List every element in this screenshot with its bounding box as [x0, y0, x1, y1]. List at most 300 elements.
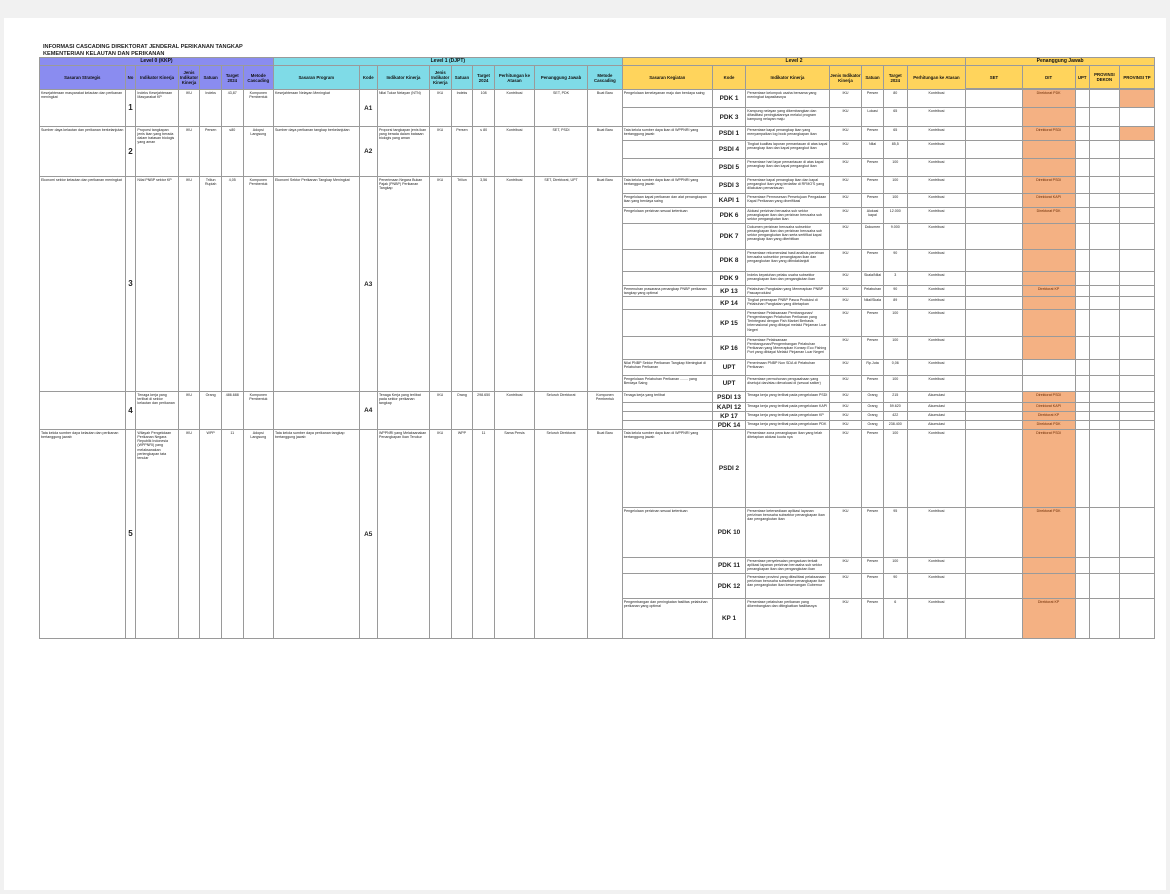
col-header: Satuan: [862, 66, 884, 90]
l2-hitung-cell: Kontribusi: [907, 272, 966, 286]
table-row: [40, 177, 1155, 194]
pj-dekon-cell: [1089, 412, 1119, 421]
l2-jenis-cell: IKU: [829, 574, 862, 599]
pj-upt-cell: [1075, 272, 1089, 286]
pj-set-cell: [966, 177, 1022, 194]
pj-tp-cell: [1120, 286, 1155, 297]
l2-ik-cell: Persentase provinsi yang difasilitasi pelaksanaan perizinan berusaha subsektor penangkapan ikan dan pengangkutan ikan kewenangan Gubernur: [746, 574, 829, 599]
pj-dit-cell: [1022, 250, 1075, 272]
pj-dit-cell: [1022, 403, 1075, 412]
pj-dit-cell: [1022, 558, 1075, 574]
pj-dit-label: Direktorat KP: [1037, 599, 1060, 604]
l0-sat-cell: Orang: [200, 392, 222, 430]
l1-hitung-cell: Kontribusi: [494, 127, 534, 177]
col-header: Sasaran Strategis: [40, 66, 126, 90]
l2-sk-cell: [622, 337, 712, 360]
l2-jenis-cell: IKU: [829, 194, 862, 208]
pj-tp-cell: [1120, 558, 1155, 574]
l2-sk-cell: Pengembangan dan peningkatan fasilitas pelabuhan perikanan yang optimal: [622, 599, 712, 639]
l1-target-cell: 11: [473, 430, 495, 639]
l2-sk-cell: [622, 403, 712, 412]
pj-dekon-cell: [1089, 360, 1119, 376]
l1-metode-cell: Komponen Pembentuk: [588, 392, 623, 430]
l2-ik-cell: Kampung nelayan yang dikembangkan dan difasilitasi peningkatannya melalui program kampung nelayan maju: [746, 108, 829, 127]
pj-dit-cell: [1022, 177, 1075, 194]
l2-hitung-cell: Akumulasi: [907, 403, 966, 412]
l0-ss-cell: Ekonomi sektor kelautan dan perikanan meningkat: [40, 177, 126, 392]
l2-ik-cell: Persentase Pemrosesan Persetujuan Pengadaan Kapal Perikanan yang diverifikasi: [746, 194, 829, 208]
l2-ik-cell: Indeks kepatuhan pelaku usaha subsektor penangkapan ikan dan pengangkutan ikan: [746, 272, 829, 286]
col-header: Sasaran Kegiatan: [622, 66, 712, 90]
l2-target-cell: 215: [883, 392, 907, 403]
l0-ss-cell: Sumber daya kelautan dan perikanan berkelanjutan: [40, 127, 126, 177]
l2-target-cell: 0,06: [883, 360, 907, 376]
pj-dit-cell: [1022, 286, 1075, 297]
l2-target-cell: 100: [883, 376, 907, 392]
pj-set-cell: [966, 224, 1022, 250]
l2-target-cell: 6: [883, 599, 907, 639]
pj-tp-cell: [1120, 141, 1155, 159]
pj-tp-cell: [1120, 297, 1155, 310]
l2-sat-cell: Orang: [862, 392, 884, 403]
l2-sk-cell: [622, 310, 712, 337]
l2-kode-cell: PSDI 5: [712, 159, 746, 177]
pj-dekon-cell: [1089, 194, 1119, 208]
l1-jenis-cell: IKU: [429, 392, 451, 430]
l2-ik-cell: Persentase pelabuhan perikanan yang dikembangkan dan ditingkatkan fasilitasnya: [746, 599, 829, 639]
l2-jenis-cell: IKU: [829, 403, 862, 412]
pj-dit-label: Direktorat PDK: [1036, 90, 1061, 95]
pj-set-cell: [966, 297, 1022, 310]
l0-sat-cell: Persen: [200, 127, 222, 177]
l0-jenis-cell: IKU: [178, 177, 200, 392]
pj-dit-cell: [1022, 376, 1075, 392]
l2-ik-cell: Persentase penyelesaian pengaduan terkait aplikasi layanan perizinan berusaha sub sektor penangkapan ikan dan pengangkutan ikan: [746, 558, 829, 574]
l2-sk-cell: Pengelolaan kenelayanan maju dan berdaya saing: [622, 90, 712, 108]
col-header: Indikator Kinerja: [136, 66, 178, 90]
l2-hitung-cell: Kontribusi: [907, 297, 966, 310]
pj-dekon-cell: [1089, 208, 1119, 224]
l2-jenis-cell: IKU: [829, 599, 862, 639]
l2-sat-cell: Persen: [862, 250, 884, 272]
col-header: SET: [966, 66, 1022, 89]
pj-dekon-cell: [1089, 250, 1119, 272]
l2-kode-cell: PDK 14: [712, 421, 746, 430]
pj-upt-cell: [1075, 337, 1089, 360]
l2-ik-cell: Persentase kapal penangkap ikan yang menyampaikan log book penangkapan ikan: [746, 127, 829, 141]
l0-no-cell: 4: [125, 392, 136, 430]
l2-sat-cell: Persen: [862, 337, 884, 360]
l1-sat-cell: Orang: [451, 392, 473, 430]
l2-target-cell: 90: [883, 250, 907, 272]
pj-set-cell: [966, 508, 1022, 558]
pj-tp-cell: [1120, 224, 1155, 250]
pj-dekon-cell: [1089, 421, 1119, 430]
pj-dit-cell: [1022, 127, 1075, 141]
l1-pj-cell: Seluruh Direktorat: [534, 392, 587, 430]
l2-ik-cell: Alokasi perizinan berusaha sub sektor penangkapan ikan dan perizinan berusaha sub sektor pengangkutan ikan: [746, 208, 829, 224]
pj-dit-cell: [1022, 599, 1075, 639]
l2-jenis-cell: IKU: [829, 108, 862, 127]
l1-sat-cell: Persen: [451, 127, 473, 177]
pj-tp-cell: [1120, 392, 1155, 403]
l2-sk-cell: [622, 250, 712, 272]
pj-dekon-cell: [1089, 337, 1119, 360]
l2-jenis-cell: IKU: [829, 508, 862, 558]
pj-dit-cell: [1022, 392, 1075, 403]
pj-dit-cell: [1022, 430, 1075, 508]
l1-jenis-cell: IKU: [429, 90, 451, 127]
pj-upt-cell: [1075, 297, 1089, 310]
pj-tp-cell: [1120, 250, 1155, 272]
l1-pj-cell: SET, PSDI: [534, 127, 587, 177]
col-header: Satuan: [451, 66, 473, 90]
l2-sat-cell: Persen: [862, 430, 884, 508]
l2-sat-cell: Persen: [862, 376, 884, 392]
pj-tp-cell: [1120, 208, 1155, 224]
pj-set-cell: [966, 286, 1022, 297]
l1-metode-cell: Buat Baru: [588, 127, 623, 177]
pj-dit-cell: [1022, 297, 1075, 310]
l2-target-cell: 85,5: [883, 141, 907, 159]
l2-kode-cell: PSDI 2: [712, 430, 746, 508]
pj-dit-label: Direktorat KAPI: [1036, 403, 1061, 408]
l2-kode-cell: KP 17: [712, 412, 746, 421]
l0-ss-cell: Tata kelola sumber daya kelautan dan perikanan bertanggung jawab: [40, 430, 126, 639]
l2-sat-cell: Persen: [862, 574, 884, 599]
l2-target-cell: 89: [883, 297, 907, 310]
l2-ik-cell: Persentase Pelaksanaan Pembangunan/Pengembangan Pelabuhan Perikanan yang Menerapkan Konsep Eco Fishing Port yang dibiayai Melalui Pinjaman Luar Negeri: [746, 337, 829, 360]
level0-header: Level 0 (KKP): [40, 58, 274, 66]
l2-kode-cell: UPT: [712, 376, 746, 392]
pj-tp-cell: [1120, 360, 1155, 376]
pj-dekon-cell: [1089, 297, 1119, 310]
l2-jenis-cell: IKU: [829, 224, 862, 250]
l2-kode-cell: PDK 3: [712, 108, 746, 127]
l2-kode-cell: PDK 6: [712, 208, 746, 224]
l1-kode-cell: A2: [359, 127, 377, 177]
l2-hitung-cell: Kontribusi: [907, 286, 966, 297]
l2-ik-cell: Persentase zona penangkapan ikan yang telah ditetapkan alokasi kuota nya: [746, 430, 829, 508]
l2-sat-cell: Nilai/Skala: [862, 297, 884, 310]
l1-ik-cell: WPPNRI yang Melaksanakan Penangkapan Ikan Terukur: [377, 430, 429, 639]
l2-sk-cell: Tata kelola sumber daya ikan di WPPNRI yang bertanggung jawab: [622, 127, 712, 141]
l0-target-cell: 11: [221, 430, 243, 639]
pj-tp-cell: [1120, 599, 1155, 639]
l2-hitung-cell: Kontribusi: [907, 194, 966, 208]
l2-sk-cell: Tenaga kerja yang terlibat: [622, 392, 712, 403]
l2-sat-cell: Orang: [862, 403, 884, 412]
pj-set-cell: [966, 337, 1022, 360]
pj-upt-cell: [1075, 224, 1089, 250]
pj-tp-cell: [1120, 337, 1155, 360]
l2-sat-cell: Persen: [862, 558, 884, 574]
l0-target-cell: ≤80: [221, 127, 243, 177]
pj-dekon-cell: [1089, 224, 1119, 250]
pj-set-cell: [966, 127, 1022, 141]
pj-dit-label: Direktorat PSDI: [1036, 392, 1062, 397]
l1-kode-cell: A3: [359, 177, 377, 392]
l2-target-cell: 422: [883, 412, 907, 421]
l1-hitung-cell: Sama Persis: [494, 430, 534, 639]
l2-target-cell: 59.620: [883, 403, 907, 412]
l2-sat-cell: Persen: [862, 508, 884, 558]
l1-hitung-cell: Kontribusi: [494, 90, 534, 127]
l0-ik-cell: Tenaga kerja yang terlibat di sektor kelautan dan perikanan: [136, 392, 178, 430]
l0-ik-cell: Wilayah Pengelolaan Perikanan Negara Republik Indonesia (WPPNRI) yang melaksanakan perlengkapan tata tenular: [136, 430, 178, 639]
col-header: UPT: [1075, 66, 1089, 89]
l2-sat-cell: Pelabuhan: [862, 286, 884, 297]
l2-jenis-cell: IKU: [829, 127, 862, 141]
l2-hitung-cell: Kontribusi: [907, 337, 966, 360]
pj-upt-cell: [1075, 392, 1089, 403]
l0-sat-cell: Indeks: [200, 90, 222, 127]
l2-target-cell: 100: [883, 430, 907, 508]
l2-target-cell: 100: [883, 159, 907, 177]
l2-sk-cell: [622, 159, 712, 177]
l2-kode-cell: KP 16: [712, 337, 746, 360]
l2-sk-cell: [622, 574, 712, 599]
l2-hitung-cell: Kontribusi: [907, 177, 966, 194]
l1-target-cell: 108: [473, 90, 495, 127]
l2-ik-cell: Pelabuhan Pangkalan yang Menerapkan PNBP Pascaproduksi: [746, 286, 829, 297]
pj-dit-label: Direktorat PDK: [1036, 508, 1061, 513]
l1-hitung-cell: Kontribusi: [494, 392, 534, 430]
l2-ik-cell: Tingkat kualitas laporan pemantauan di atas kapal penangkap ikan dan kapal pengangkut ikan: [746, 141, 829, 159]
l2-hitung-cell: Akumulasi: [907, 412, 966, 421]
l2-sat-cell: Rp.Juta: [862, 360, 884, 376]
l2-kode-cell: PSDI 4: [712, 141, 746, 159]
col-header: Indikator Kinerja: [377, 66, 429, 90]
l1-sat-cell: WPP: [451, 430, 473, 639]
l2-ik-cell: Tenaga kerja yang terlibat pada pengelolaan PDK: [746, 421, 829, 430]
pj-dit-label: Direktorat PSDI: [1036, 430, 1062, 435]
pj-dit-label: Direktorat KAPI: [1036, 194, 1061, 199]
pj-dekon-cell: [1089, 376, 1119, 392]
pj-dit-cell: [1022, 90, 1075, 108]
pj-dekon-cell: [1089, 508, 1119, 558]
table-row: [40, 127, 1155, 141]
pj-dekon-cell: [1089, 392, 1119, 403]
pj-upt-cell: [1075, 159, 1089, 177]
col-header: Metode Cascading: [243, 66, 273, 90]
pj-upt-cell: [1075, 360, 1089, 376]
l2-kode-cell: KP 14: [712, 297, 746, 310]
pj-tp-cell: [1120, 376, 1155, 392]
pj-upt-cell: [1075, 286, 1089, 297]
table-row: [40, 392, 1155, 403]
col-header: Satuan: [200, 66, 222, 90]
l2-sk-cell: [622, 108, 712, 127]
pj-upt-cell: [1075, 412, 1089, 421]
l2-ik-cell: Tenaga kerja yang terlibat pada pengelolaan PSDI: [746, 392, 829, 403]
pj-dekon-cell: [1089, 141, 1119, 159]
l0-target-cell: 4,05: [221, 177, 243, 392]
l0-jenis-cell: IKU: [178, 127, 200, 177]
l2-sk-cell: [622, 412, 712, 421]
l2-hitung-cell: Kontribusi: [907, 224, 966, 250]
l2-ik-cell: Tenaga kerja yang terlibat pada pengelolaan KP: [746, 412, 829, 421]
col-header: No: [125, 66, 136, 90]
pj-dit-cell: [1022, 337, 1075, 360]
l2-ik-cell: Penerimaan PNBP Non SDA di Pelabuhan Perikanan: [746, 360, 829, 376]
l2-kode-cell: PSDI 13: [712, 392, 746, 403]
l2-sat-cell: Nilai: [862, 141, 884, 159]
l2-jenis-cell: IKU: [829, 208, 862, 224]
col-header: Target 2024: [883, 66, 907, 90]
l2-kode-cell: KP 1: [712, 599, 746, 639]
l1-sat-cell: Triliun: [451, 177, 473, 392]
l2-hitung-cell: Kontribusi: [907, 108, 966, 127]
l2-sat-cell: Lokasi: [862, 108, 884, 127]
l2-kode-cell: UPT: [712, 360, 746, 376]
l2-kode-cell: KP 15: [712, 310, 746, 337]
table-row: [40, 430, 1155, 508]
l1-pj-cell: Seluruh Direktorat: [534, 430, 587, 639]
l2-sat-cell: Persen: [862, 177, 884, 194]
l1-metode-cell: Buat Baru: [588, 90, 623, 127]
pj-set-cell: [966, 159, 1022, 177]
col-header: PROVINSI TP: [1120, 66, 1155, 89]
l2-sk-cell: Pengelolaan kapal perikanan dan alat penangkapan ikan yang berdaya saing: [622, 194, 712, 208]
pj-set-cell: [966, 412, 1022, 421]
pj-dekon-cell: [1089, 599, 1119, 639]
pj-set-cell: [966, 599, 1022, 639]
l2-sat-cell: Orang: [862, 421, 884, 430]
l2-hitung-cell: Kontribusi: [907, 127, 966, 141]
l0-no-cell: 5: [125, 430, 136, 639]
pj-tp-cell: [1120, 403, 1155, 412]
title-line-1: INFORMASI CASCADING DIREKTORAT JENDERAL PERIKANAN TANGKAP: [43, 44, 243, 50]
l0-jenis-cell: IKU: [178, 392, 200, 430]
l2-sk-cell: [622, 297, 712, 310]
l0-no-cell: 1: [125, 90, 136, 127]
pj-dekon-cell: [1089, 558, 1119, 574]
l1-ik-cell: Penerimaan Negara Bukan Pajak (PNBP) Perikanan Tangkap: [377, 177, 429, 392]
l2-jenis-cell: IKU: [829, 558, 862, 574]
pj-dekon-cell: [1089, 286, 1119, 297]
l2-target-cell: 100: [883, 177, 907, 194]
l1-kode-cell: A1: [359, 90, 377, 127]
l1-target-cell: ≤ 80: [473, 127, 495, 177]
pj-upt-cell: [1075, 558, 1089, 574]
pj-dit-cell: [1022, 508, 1075, 558]
l2-jenis-cell: IKU: [829, 421, 862, 430]
pj-tp-cell: [1120, 159, 1155, 177]
l2-kode-cell: PDK 12: [712, 574, 746, 599]
l2-hitung-cell: Kontribusi: [907, 90, 966, 108]
penanggung-jawab-group-header: Penanggung Jawab: [966, 58, 1155, 66]
pj-set-cell: [966, 108, 1022, 127]
l2-kode-cell: PDK 10: [712, 508, 746, 558]
l2-ik-cell: Persentase Pelaksanaan Pembangunan/ Pengembangan Pelabuhan Perikanan yang Terintegrasi dengan Fish Market Berbasis Internasional yang dibiayai melalui Pinjaman Luar Negeri: [746, 310, 829, 337]
l2-hitung-cell: Kontribusi: [907, 310, 966, 337]
pj-dekon-cell: [1089, 430, 1119, 508]
l1-metode-cell: Buat Baru: [588, 430, 623, 639]
pj-set-cell: [966, 430, 1022, 508]
l2-sk-cell: [622, 224, 712, 250]
pj-upt-cell: [1075, 508, 1089, 558]
l0-target-cell: 43,87: [221, 90, 243, 127]
l0-ik-cell: Nilai PNBP sektor KP: [136, 177, 178, 392]
l2-hitung-cell: Kontribusi: [907, 360, 966, 376]
l2-sk-cell: Tata kelola sumber daya ikan di WPPNRI yang bertanggung jawab: [622, 177, 712, 194]
l1-pj-cell: SET, PDK: [534, 90, 587, 127]
l2-jenis-cell: IKU: [829, 159, 862, 177]
col-header: Penanggung Jawab: [534, 66, 587, 90]
pj-dit-cell: [1022, 421, 1075, 430]
pj-set-cell: [966, 360, 1022, 376]
l0-ik-cell: Proporsi tangkapan jenis ikan yang berada dalam batasan biologis yang aman: [136, 127, 178, 177]
l2-hitung-cell: Akumulasi: [907, 392, 966, 403]
cascading-table: [39, 57, 1155, 639]
pj-dit-cell: [1022, 208, 1075, 224]
l2-jenis-cell: IKU: [829, 360, 862, 376]
l2-sk-cell: Tata kelola sumber daya ikan di WPPNRI yang bertanggung jawab: [622, 430, 712, 508]
l2-target-cell: 238.400: [883, 421, 907, 430]
pj-dekon-cell: [1089, 574, 1119, 599]
l2-ik-cell: Persentase permohonan pengusahaan yang disetujui dan/atau dievaluasi di (sesuai satker): [746, 376, 829, 392]
l0-no-cell: 2: [125, 127, 136, 177]
pj-set-cell: [966, 310, 1022, 337]
l1-target-cell: 3,56: [473, 177, 495, 392]
l2-target-cell: 65: [883, 108, 907, 127]
l1-hitung-cell: Kontribusi: [494, 177, 534, 392]
l2-target-cell: 100: [883, 194, 907, 208]
pj-upt-cell: [1075, 208, 1089, 224]
l2-sat-cell: Skala/Nilai: [862, 272, 884, 286]
l2-hitung-cell: Kontribusi: [907, 508, 966, 558]
pj-dit-cell: [1022, 272, 1075, 286]
pj-dit-label: Direktorat KP: [1037, 286, 1060, 291]
pj-tp-cell: [1120, 194, 1155, 208]
pj-set-cell: [966, 558, 1022, 574]
pj-tp-cell: [1120, 177, 1155, 194]
l2-target-cell: 90: [883, 286, 907, 297]
l0-sat-cell: WPP: [200, 430, 222, 639]
l2-target-cell: 80: [883, 90, 907, 108]
l2-target-cell: 100: [883, 337, 907, 360]
l1-target-cell: 298.650: [473, 392, 495, 430]
l2-sat-cell: Persen: [862, 599, 884, 639]
pj-dit-cell: [1022, 412, 1075, 421]
l2-kode-cell: PDK 11: [712, 558, 746, 574]
l2-jenis-cell: IKU: [829, 141, 862, 159]
col-header: Jenis Indikator Kinerja: [178, 66, 200, 90]
l2-kode-cell: KAPI 1: [712, 194, 746, 208]
l2-sat-cell: Orang: [862, 412, 884, 421]
l2-sk-cell: Nilai PNBP Sektor Perikanan Tangkap Meningkat di Pelabuhan Perikanan: [622, 360, 712, 376]
pj-set-cell: [966, 194, 1022, 208]
l0-jenis-cell: IKU: [178, 430, 200, 639]
pj-tp-cell: [1120, 108, 1155, 127]
l2-ik-cell: Persentase kelompok usaha bersama yang meningkat kapasitasnya: [746, 90, 829, 108]
l2-target-cell: 9.000: [883, 224, 907, 250]
l1-jenis-cell: IKU: [429, 127, 451, 177]
l2-jenis-cell: IKU: [829, 90, 862, 108]
l2-jenis-cell: IKU: [829, 250, 862, 272]
pj-tp-cell: [1120, 421, 1155, 430]
col-header: Indikator Kinerja: [746, 66, 829, 90]
l1-kode-cell: A5: [359, 430, 377, 639]
pj-tp-cell: [1120, 508, 1155, 558]
pj-upt-cell: [1075, 421, 1089, 430]
l0-sat-cell: Triliun Rupiah: [200, 177, 222, 392]
pj-dit-label: Direktorat PSDI: [1036, 127, 1062, 132]
l2-sat-cell: Persen: [862, 310, 884, 337]
pj-set-cell: [966, 208, 1022, 224]
l1-sp-cell: Ekonomi Sektor Perikanan Tangkap Meningkat: [273, 177, 359, 392]
